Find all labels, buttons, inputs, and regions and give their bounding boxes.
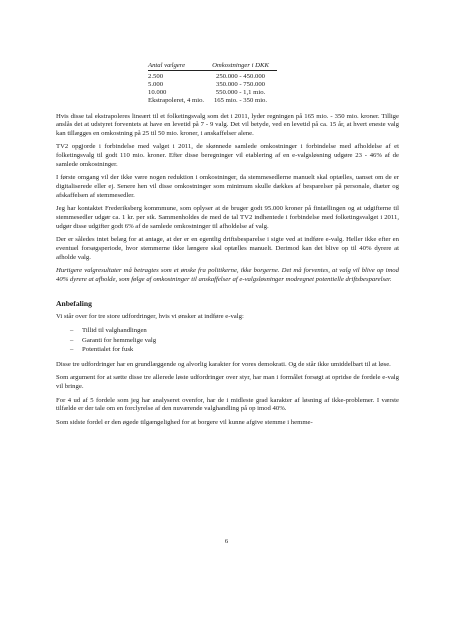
- body-paragraph: Som argument for at sætte disse tre allerede løste udfordringer over styr, har man i formålet forsøgt at opridse de fordele e-valg vil bringe.: [56, 374, 399, 390]
- table-cell: 2.500: [148, 72, 164, 80]
- table-row: [148, 97, 277, 105]
- intro-paragraph: Vi står over for tre store udfordringer, hvis vi ønsker at indføre e-valg:: [56, 312, 244, 320]
- table-cell: 250.000 - 450.000: [215, 72, 266, 80]
- list-item: – Potentialet for fusk: [70, 345, 399, 354]
- column-header: Antal vælgere: [148, 62, 212, 71]
- body-paragraph: Hvis disse tal ekstrapoleres lineært til et folketingsvalg som det i 2011, lyder regningen på 165 mio. - 350 mio. kroner. Tillige anslås det at udstyret forventets at have en levetid på 7 - 9 valg. Det vil betyde, ved en levetid på ca. 15 år, at hvert eneste valg kan tillægges en omkostning på 25 til 50 mio. kroner, i anskaffelser alene.: [56, 112, 399, 137]
- table-cell: Ekstrapoleret, 4 mio.: [148, 97, 205, 105]
- table-cell: 165 mio. - 350 mio.: [213, 97, 268, 105]
- column-header: Omkostninger i DKK: [212, 62, 277, 71]
- table-cell: 5.000: [148, 80, 164, 88]
- table-cell: 550.000 - 1,1 mio.: [215, 89, 266, 97]
- document-page: [56, 62, 399, 433]
- table-header-row: [148, 62, 277, 71]
- italic-summary-paragraph: Hurtigere valgresultater må betragtes som et ønske fra politikerne, ikke borgerne. Det må forventes, at valg vil blive op imod 40% dyrere at afholde, som følge af omkostninger til anskaffelser af e-valgsløsninger modregnet potentielle driftsbesparelser.: [56, 267, 399, 283]
- table-row: [148, 89, 277, 97]
- list-item: – Tillid til valghandlingen: [70, 326, 399, 335]
- section-heading: Anbefaling: [56, 298, 92, 308]
- body-paragraph: Som sidste fordel er den øgede tilgængelighed for at borgere vil kunne afgive stemme i hemme-: [56, 419, 313, 427]
- table-row: [148, 71, 277, 81]
- body-paragraph: For 4 ud af 5 fordele som jeg har analyseret ovenfor, har de i midleste grad karakter af løsning af ikke-problemer. I værste tilfælde er der tale om en forclyrelse af den nuværende valghandling på op imod 40%.: [56, 396, 399, 413]
- body-paragraph: Der er således intet belæg for at antage, at der er en egentlig driftsbesparelse i sigte ved at indføre e-valg. Heller ikke efter en eventuel forsøgsperiode, hvor stemmerne ikke længere skal optælles manuelt. Derimod kan det blive op til 40% dyrere at afholde valg.: [56, 236, 399, 261]
- cost-table: [148, 62, 277, 106]
- body-paragraph: Disse tre udfordringer har en grundlæggende og alvorlig karakter for vores demokrati. Og de står ikke umiddelbart til at løse.: [56, 360, 391, 368]
- table-cell: 10.000: [148, 89, 167, 97]
- body-paragraph: TV2 opgjorde i forbindelse med valget i 2011, de skønnede samlede omkostninger i forbindelse med afholdelse af et folketingsvalg til godt 110 mio. kroner. Efter disse beregninger vil etablering af en e-valgsløsning udgøre 23 - 46% af de samlede omkostninger.: [56, 143, 399, 168]
- body-paragraph: I første omgang vil der ikke være nogen reduktion i omkostninger, da stemmesedlerne manuelt skal optælles, uanset om de er digitaliserede eller ej. Senere hen vil disse omkostninger som minimum skulle dækkes af besparelser på personale, diæter og afskaffelsen af stemmesedler.: [56, 174, 399, 199]
- table-cell: 350.000 - 750.000: [215, 80, 266, 88]
- page-number: 6: [224, 538, 229, 545]
- body-paragraph: Jeg har kontaktet Frederiksberg kommmune, som oplyser at de bruger godt 95.000 kroner på fintællingen og at udgifterne til stemmesedler udgør ca. 1 kr. per stk. Sammenholdes de med de tal TV2 indhentede i forbindelse med folketingsvalget i 2011, udgør disse udgifter godt 6% af de samlede omkostninger til afholdelse af valg.: [56, 205, 399, 230]
- list-item: – Garanti for hemmelige valg: [70, 336, 399, 345]
- bullet-list: [56, 326, 399, 354]
- table-row: [148, 81, 277, 89]
